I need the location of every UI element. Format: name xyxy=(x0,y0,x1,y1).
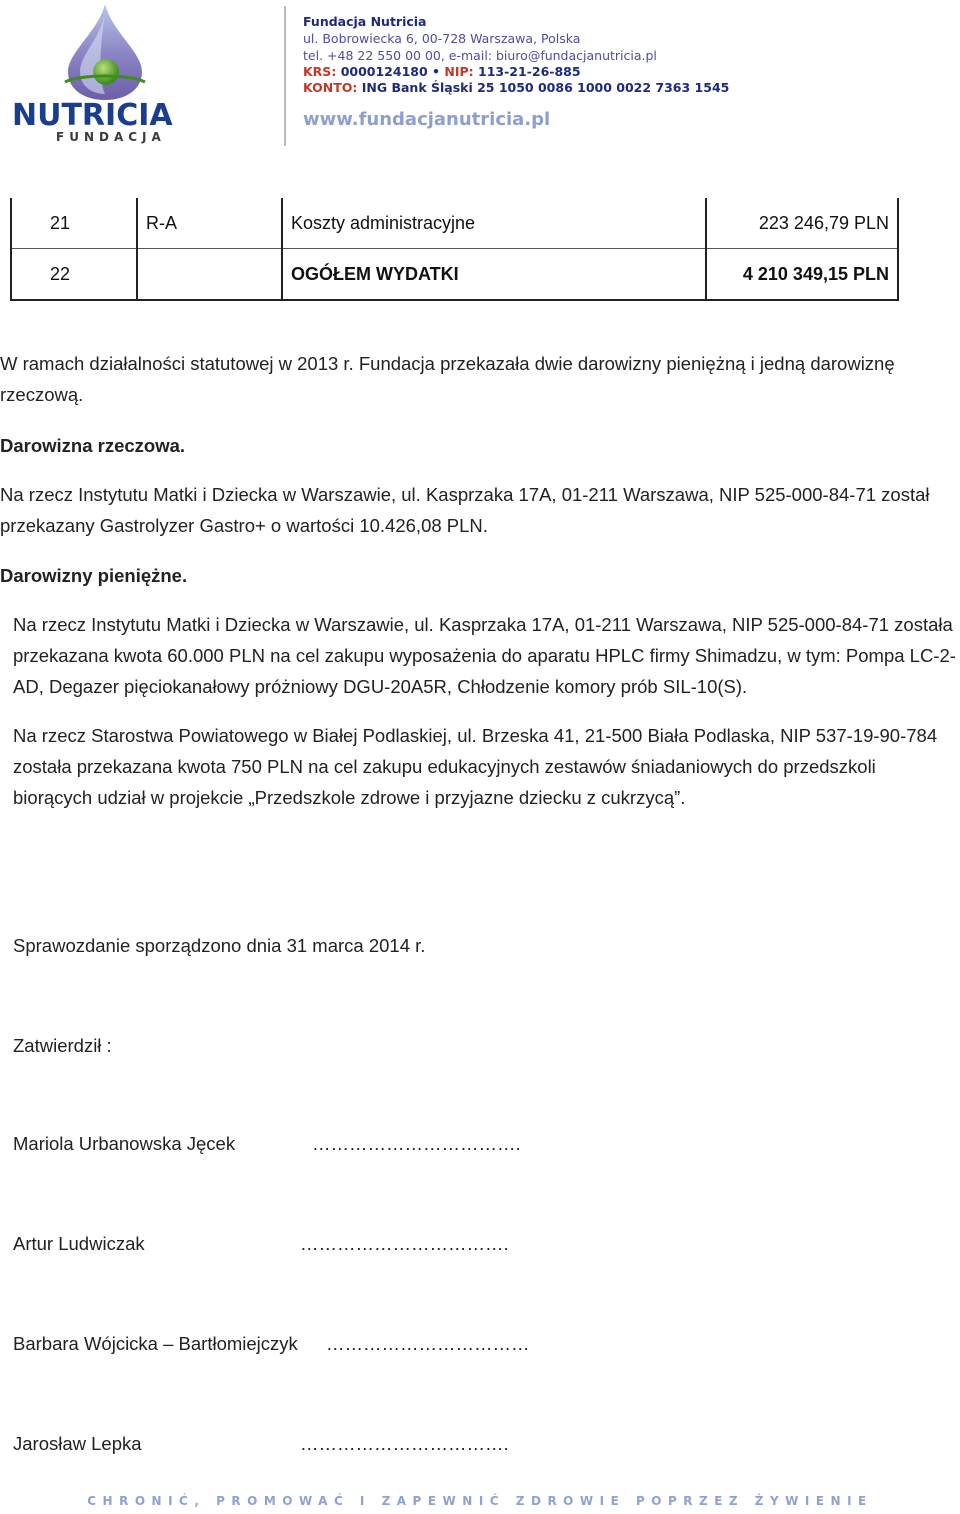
cash-paragraph-2: Na rzecz Starostwa Powiatowego w Białej Podlaskiej, ul. Brzeska 41, 21-500 Biała Podlaska, NIP 537-19-90-784 została przekazana kwota 750 PLN na cel zakupu edukacyjnych zestawów śniadaniowych do przedszkoli biorących udział w projekcie „Przedszkole zdrowe i przyjazne dziecku z cukrzycą”. xyxy=(13,725,938,808)
row-number: 21 xyxy=(11,198,137,249)
signature-line: ……………………………. xyxy=(312,1133,521,1154)
krs-value: 0000124180 xyxy=(340,64,428,79)
cash-heading: Darowizny pieniężne. xyxy=(0,565,188,586)
logo-wordmark: NUTRICIA xyxy=(12,98,173,133)
in-kind-heading: Darowizna rzeczowa. xyxy=(0,435,186,456)
org-address: ul. Bobrowiecka 6, 00-728 Warszawa, Polska xyxy=(303,31,581,46)
header-divider xyxy=(284,6,286,146)
report-date: Sprawozdanie sporządzono dnia 31 marca 2014 r. xyxy=(13,935,426,956)
logo-subtitle: FUNDACJA xyxy=(56,130,166,144)
konto-label: KONTO: xyxy=(303,80,358,95)
nip-sep: • xyxy=(432,64,441,79)
krs-label: KRS: xyxy=(303,64,337,79)
in-kind-paragraph: Na rzecz Instytutu Matki i Dziecka w Warszawie, ul. Kasprzaka 17A, 01-211 Warszawa, NIP 525-000-84-71 został przekazany Gastrolyzer Gastro+ o wartości 10.426,08 PLN. xyxy=(0,484,930,536)
intro-paragraph: W ramach działalności statutowej w 2013 r. Fundacja przekazała dwie darowizny pieniężną i jedną darowiznę rzeczową. xyxy=(0,353,895,405)
expenses-table xyxy=(10,198,899,301)
nip-label: NIP: xyxy=(444,64,474,79)
konto-value: ING Bank Śląski 25 1050 0086 1000 0022 7363 1545 xyxy=(361,80,730,95)
footer-slogan: CHRONIĆ, PROMOWAĆ I ZAPEWNIĆ ZDROWIE POPRZEZ ŻYWIENIE xyxy=(87,1494,873,1508)
table-row xyxy=(11,249,898,301)
org-registry xyxy=(303,64,581,80)
signature-line: ……………………………. xyxy=(300,1233,509,1254)
signature-name: Artur Ludwiczak xyxy=(13,1233,145,1254)
approved-label: Zatwierdził : xyxy=(13,1035,112,1056)
signature-line: ……………………………. xyxy=(300,1433,509,1454)
org-name: Fundacja Nutricia xyxy=(303,14,427,29)
nip-value: 113-21-26-885 xyxy=(478,64,581,79)
row-number: 22 xyxy=(11,249,137,301)
signature-line: …………………………… xyxy=(326,1333,530,1354)
row-description: Koszty administracyjne xyxy=(282,198,706,249)
row-amount: 4 210 349,15 PLN xyxy=(706,249,898,301)
org-contact: tel. +48 22 550 00 00, e-mail: biuro@fundacjanutricia.pl xyxy=(303,48,657,63)
row-code: R-A xyxy=(137,198,282,249)
row-code xyxy=(137,249,282,301)
water-drop-logo-icon xyxy=(10,2,200,102)
cash-paragraph-1: Na rzecz Instytutu Matki i Dziecka w Warszawie, ul. Kasprzaka 17A, 01-211 Warszawa, NIP 525-000-84-71 została przekazana kwota 60.000 PLN na cel zakupu wyposażenia do aparatu HPLC firmy Shimadzu, w tym: Pompa LC-2-AD, Degazer pięciokanałowy próżniowy DGU-20A5R, Chłodzenie komory prób SIL-10(S). xyxy=(13,614,956,697)
row-description: OGÓŁEM WYDATKI xyxy=(282,249,706,301)
website-link[interactable]: www.fundacjanutricia.pl xyxy=(303,109,551,130)
signature-name: Jarosław Lepka xyxy=(13,1433,142,1454)
signature-name: Mariola Urbanowska Jęcek xyxy=(13,1133,236,1154)
org-bank-account xyxy=(303,80,729,96)
row-amount: 223 246,79 PLN xyxy=(706,198,898,249)
table-row xyxy=(11,198,898,249)
signature-name: Barbara Wójcicka – Bartłomiejczyk xyxy=(13,1333,298,1354)
